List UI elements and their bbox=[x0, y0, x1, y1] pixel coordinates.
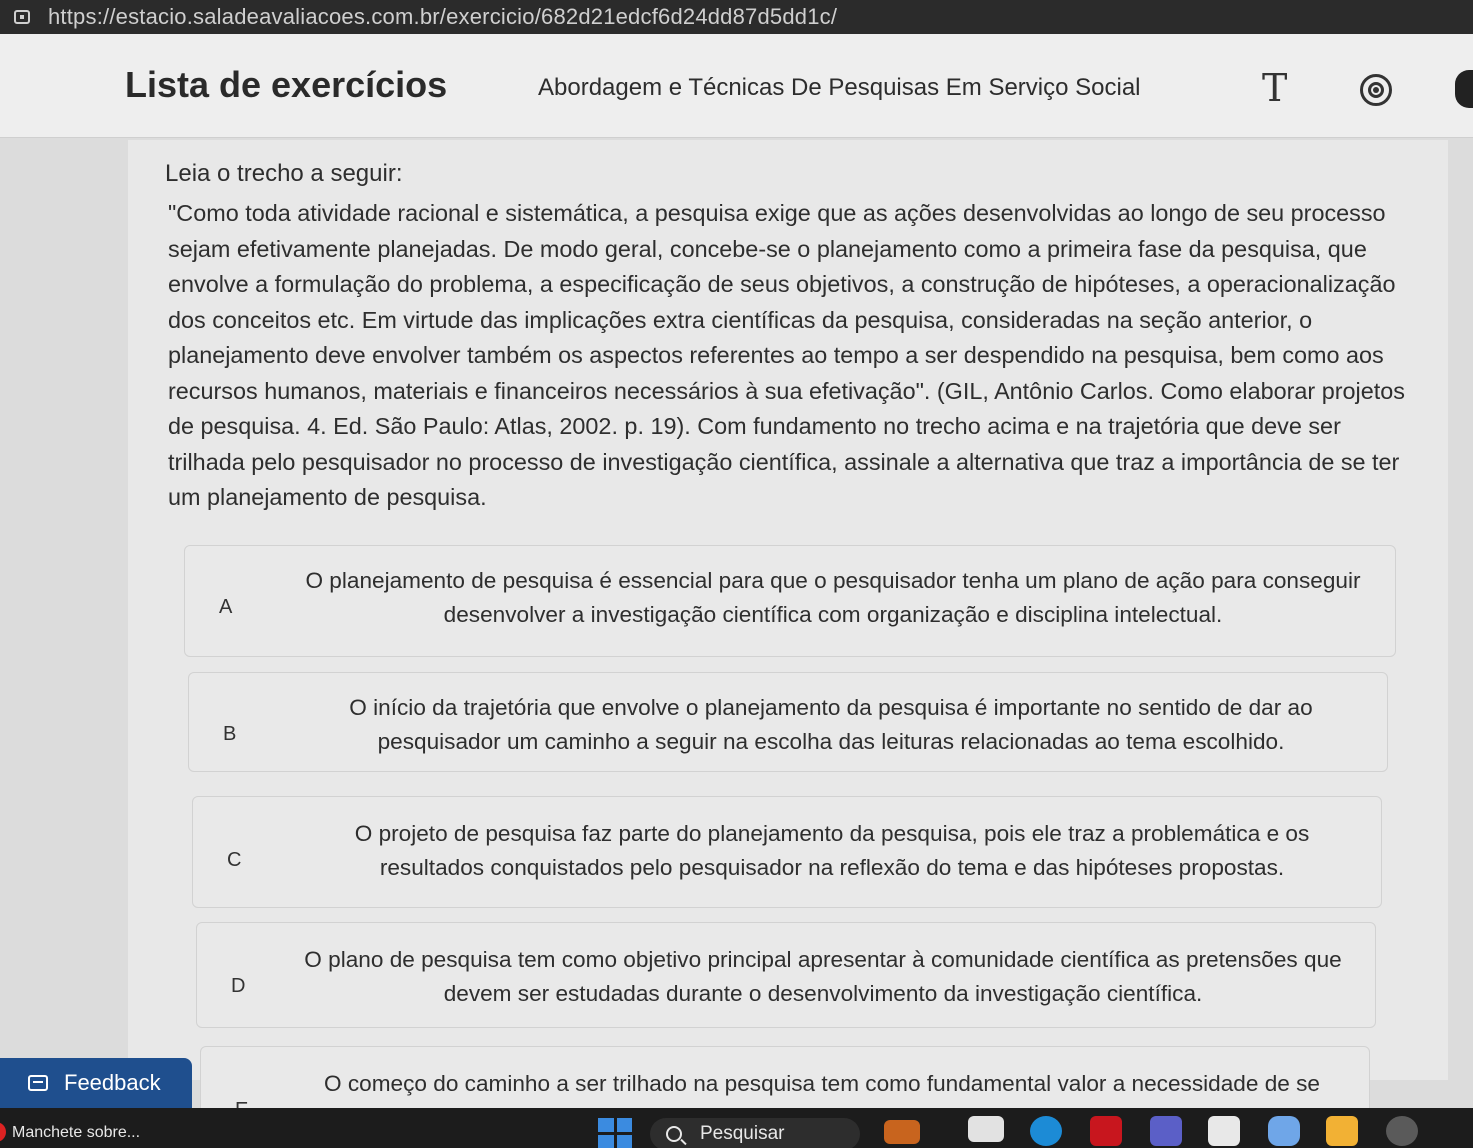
question-intro: Leia o trecho a seguir: bbox=[165, 160, 403, 187]
option-c[interactable] bbox=[192, 796, 1382, 908]
browser-address-bar[interactable] bbox=[0, 0, 1473, 34]
option-letter: A bbox=[219, 596, 233, 618]
antivirus-icon[interactable] bbox=[1090, 1116, 1122, 1146]
folder-icon[interactable] bbox=[1326, 1116, 1358, 1146]
question-passage: "Como toda atividade racional e sistemática, a pesquisa exige que as ações desenvolvidas ao longo de seu processo sejam efetivamente planejadas. De modo geral, concebe-se o planejamento como a primeira fase da pesquisa, que envolve a formulação do problema, a especificação de seus objetivos, a construção de hipóteses, a operacionalização dos conceitos etc. Em virtude das implicações extra científicas da pesquisa, consideradas na seção anterior, o planejamento deve envolver também os aspectos referentes ao tempo a ser despendido na pesquisa, bem como aos recursos humanos, materiais e financeiros necessários à sua efetivação". (GIL, Antônio Carlos. Como elaborar projetos de pesquisa. 4. Ed. São Paulo: Atlas, 2002. p. 19). Com fundamento no trecho acima e na trajetória que deve ser trilhada pelo pesquisador no processo de investigação científica, assinale a alternativa que traz a importância de se ter um planejamento de pesquisa. bbox=[168, 200, 1405, 510]
taskbar-search[interactable] bbox=[650, 1118, 860, 1148]
feedback-button[interactable] bbox=[0, 1058, 192, 1108]
teams-icon[interactable] bbox=[1150, 1116, 1182, 1146]
option-letter: C bbox=[227, 849, 242, 871]
option-b[interactable] bbox=[188, 672, 1388, 772]
widgets-icon[interactable] bbox=[884, 1120, 920, 1144]
text-size-icon[interactable]: T bbox=[1262, 66, 1288, 110]
option-text: O plano de pesquisa tem como objetivo principal apresentar à comunidade científica as pretensões que devem ser estudadas durante o desenvolvimento da investigação científica. bbox=[304, 947, 1342, 1006]
taskbar bbox=[0, 1108, 1473, 1148]
avatar[interactable] bbox=[1455, 70, 1473, 108]
option-d[interactable] bbox=[196, 922, 1376, 1028]
option-letter: B bbox=[223, 723, 237, 745]
windows-start-icon[interactable] bbox=[598, 1118, 632, 1148]
feedback-icon bbox=[28, 1075, 48, 1091]
option-letter: D bbox=[231, 975, 246, 997]
feedback-label: Feedback bbox=[64, 1070, 161, 1095]
option-text: O início da trajetória que envolve o planejamento da pesquisa é importante no sentido de dar ao pesquisador um caminho a seguir na escolha das leituras relacionadas ao tema escolhido. bbox=[349, 695, 1313, 754]
course-name: Abordagem e Técnicas De Pesquisas Em Serviço Social bbox=[538, 74, 1141, 101]
option-text: O começo do caminho a ser trilhado na pesquisa tem como fundamental valor a necessidade de se bbox=[324, 1071, 1320, 1096]
option-text: O projeto de pesquisa faz parte do planejamento da pesquisa, pois ele traz a problemática e os resultados conquistados pelo pesquisador na reflexão do tema e das hipóteses propostas. bbox=[354, 821, 1310, 880]
page-info-icon[interactable] bbox=[14, 10, 30, 24]
page-title: Lista de exercícios bbox=[125, 64, 448, 105]
news-widget[interactable]: Manchete sobre... bbox=[12, 1124, 141, 1141]
news-icon[interactable] bbox=[0, 1122, 6, 1142]
store-icon[interactable] bbox=[1208, 1116, 1240, 1146]
file-explorer-icon[interactable] bbox=[968, 1116, 1004, 1142]
option-text: O planejamento de pesquisa é essencial para que o pesquisador tenha um plano de ação para conseguir desenvolver a investigação científica com organização e disciplina intelectual. bbox=[305, 568, 1361, 627]
target-icon[interactable] bbox=[1360, 74, 1392, 106]
copilot-icon[interactable] bbox=[1268, 1116, 1300, 1146]
taskbar-search-label: Pesquisar bbox=[700, 1123, 785, 1144]
xbox-icon[interactable] bbox=[1386, 1116, 1418, 1146]
url-text[interactable]: https://estacio.saladeavaliacoes.com.br/exercicio/682d21edcf6d24dd87d5dd1c/ bbox=[48, 4, 838, 29]
app-header bbox=[0, 34, 1473, 138]
option-a[interactable] bbox=[184, 545, 1396, 657]
search-icon bbox=[666, 1126, 682, 1142]
edge-browser-icon[interactable] bbox=[1030, 1116, 1062, 1146]
